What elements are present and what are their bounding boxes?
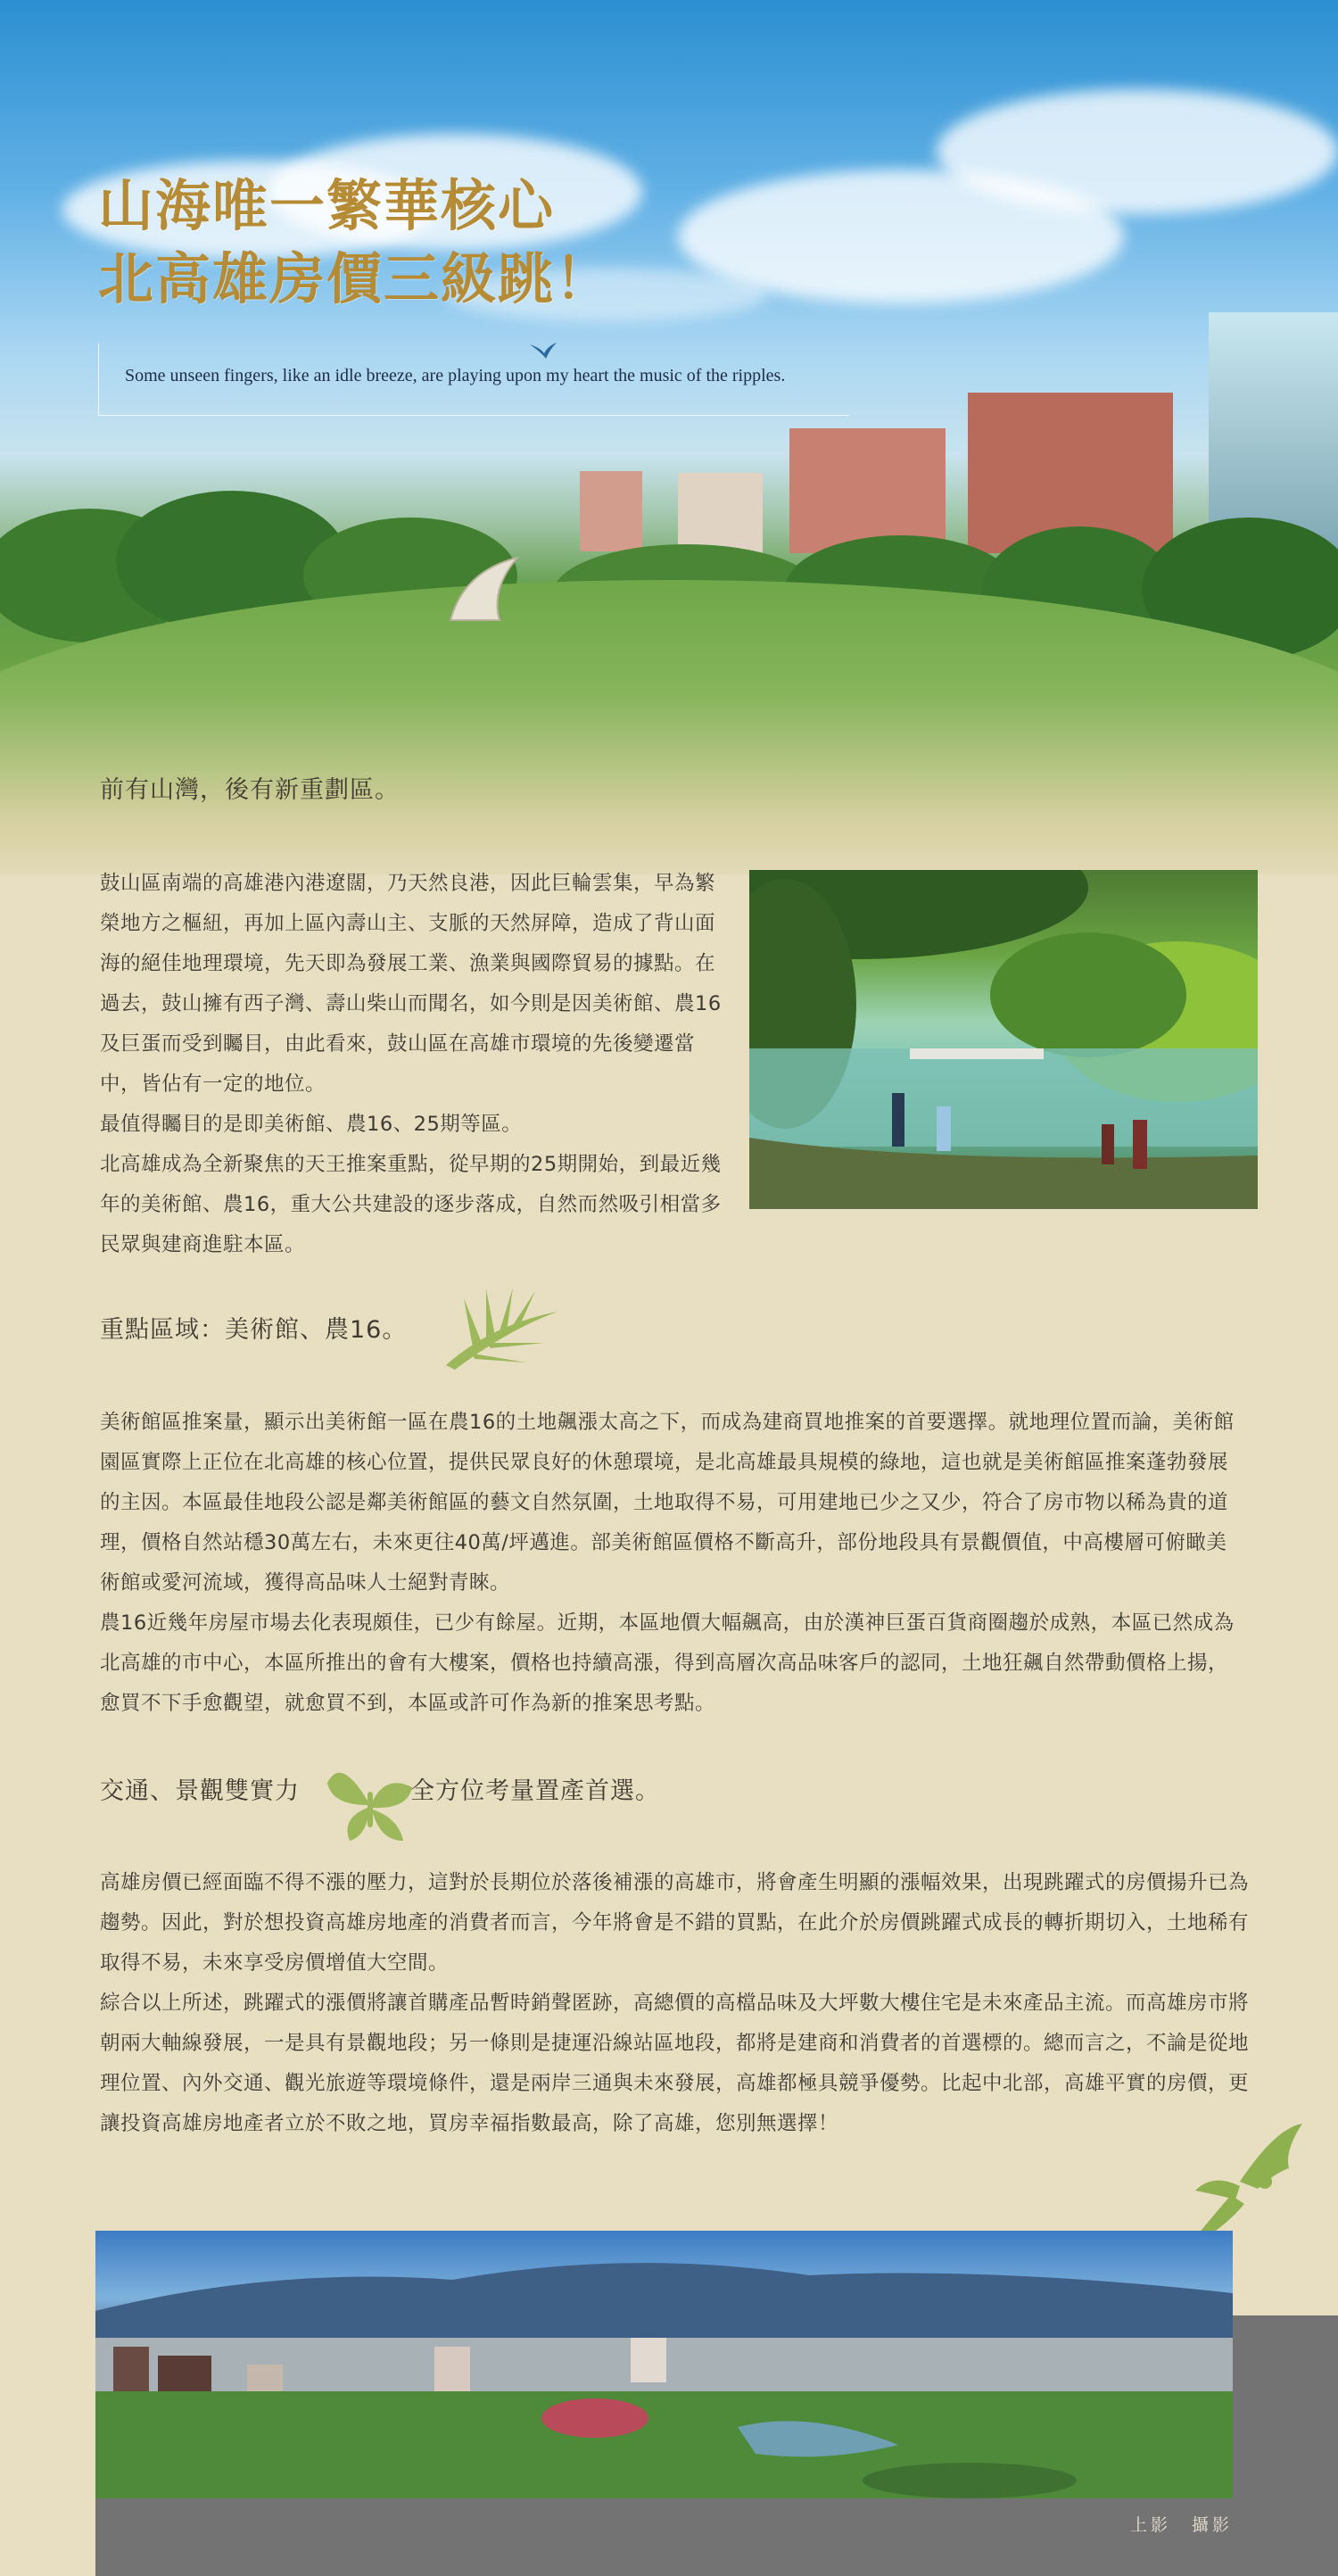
- hero-banner: [0, 0, 1338, 874]
- section-3-paragraph: 高雄房價已經面臨不得不漲的壓力，這對於長期位於落後補漲的高雄市，將會產生明顯的漲幅效果，出現跳躍式的房價揚升已為趨勢。因此，對於想投資高雄房地產的消費者而言，今年將會是不錯的買點，在此介於房價跳躍式成長的轉折期切入，土地稀有取得不易，未來享受房價增值大空間。 綜合以上所述，跳躍式的漲價將讓首購產品暫時銷聲匿跡，高總價的高檔品味及大坪數大樓住宅是未來產品主流。而高雄房市將朝兩大軸線發展，一是具有景觀地段；另一條則是捷運沿線站區地段，都將是建商和消費者的首選標的。總而言之，不論是從地理位置、內外交通、觀光旅遊等環境條件，還是兩岸三通與未來發展，高雄都極具競爭優勢。比起中北部，高雄平實的房價，更讓投資高雄房地產者立於不敗之地，買房幸福指數最高，除了高雄，您別無選擇！: [100, 1871, 1250, 2135]
- city-aerial-photo: [95, 2231, 1233, 2498]
- cloud: [937, 89, 1338, 214]
- lake-park-photo: [749, 870, 1258, 1209]
- photo-credit: 上影 攝影: [1129, 2515, 1233, 2535]
- hero-subtitle: Some unseen fingers, like an idle breeze, are playing upon my heart the music of the ripples.: [125, 366, 786, 385]
- fern-leaf-icon: [437, 1280, 562, 1374]
- hero-title-line2: 北高雄房價三級跳！: [98, 246, 613, 311]
- frame-accent: [1233, 2315, 1338, 2498]
- lake-scene: [749, 870, 1258, 1209]
- section-heading-2: 重點區域：美術館、農16。: [100, 1316, 408, 1344]
- hero-title: [98, 170, 612, 316]
- section-heading-3-left: 交通、景觀雙實力: [100, 1777, 300, 1805]
- hero-title-line1: 山海唯一繁華核心: [98, 173, 556, 238]
- city-scene: [95, 2231, 1233, 2498]
- section-heading-3-right: 全方位考量置產首選。: [410, 1777, 660, 1805]
- butterfly-icon: [323, 1756, 421, 1850]
- swallow-icon: [528, 341, 558, 362]
- section-1-paragraph: 鼓山區南端的高雄港內港遼闊，乃天然良港，因此巨輪雲集，早為繁榮地方之樞紐，再加上區內壽山主、支脈的天然屏障，造成了背山面海的絕佳地理環境，先天即為發展工業、漁業與國際貿易的據點。在過去，鼓山擁有西子灣、壽山柴山而聞名，如今則是因美術館、農16及巨蛋而受到矚目，由此看來，鼓山區在高雄市環境的先後變遷當中，皆佔有一定的地位。 最值得矚目的是即美術館、農16、25期等區。 北高雄成為全新聚焦的天王推案重點，從早期的25期開始，到最近幾年的美術館、農16，重大公共建設的逐步落成，自然而然吸引相當多民眾與建商進駐本區。: [100, 872, 722, 1256]
- grass-field: [0, 580, 1338, 874]
- photo-caption-band: [95, 2498, 1338, 2576]
- section-2-paragraph: 美術館區推案量，顯示出美術館一區在農16的土地飆漲太高之下，而成為建商買地推案的首要選擇。就地理位置而論，美術館園區實際上正位在北高雄的核心位置，提供民眾良好的休憩環境，是北高雄最具規模的綠地，這也就是美術館區推案蓬勃發展的主因。本區最佳地段公認是鄰美術館區的藝文自然氛圍，土地取得不易，可用建地已少之又少，符合了房市物以稀為貴的道理，價格自然站穩30萬左右，未來更往40萬/坪邁進。部美術館區價格不斷高升，部份地段具有景觀價值，中高樓層可俯瞰美術館或愛河流域，獲得高品味人士絕對青睞。 農16近幾年房屋市場去化表現頗佳，已少有餘屋。近期，本區地價大幅飆高，由於漢神巨蛋百貨商圈趨於成熟，本區已然成為北高雄的市中心，本區所推出的會有大樓案，價格也持續高漲，得到高層次高品味客戶的認同，土地狂飆自然帶動價格上揚，愈買不下手愈觀望，就愈買不到，本區或許可作為新的推案思考點。: [100, 1411, 1235, 1715]
- section-heading-1: 前有山灣，後有新重劃區。: [100, 776, 400, 804]
- sail-sculpture: [446, 553, 526, 625]
